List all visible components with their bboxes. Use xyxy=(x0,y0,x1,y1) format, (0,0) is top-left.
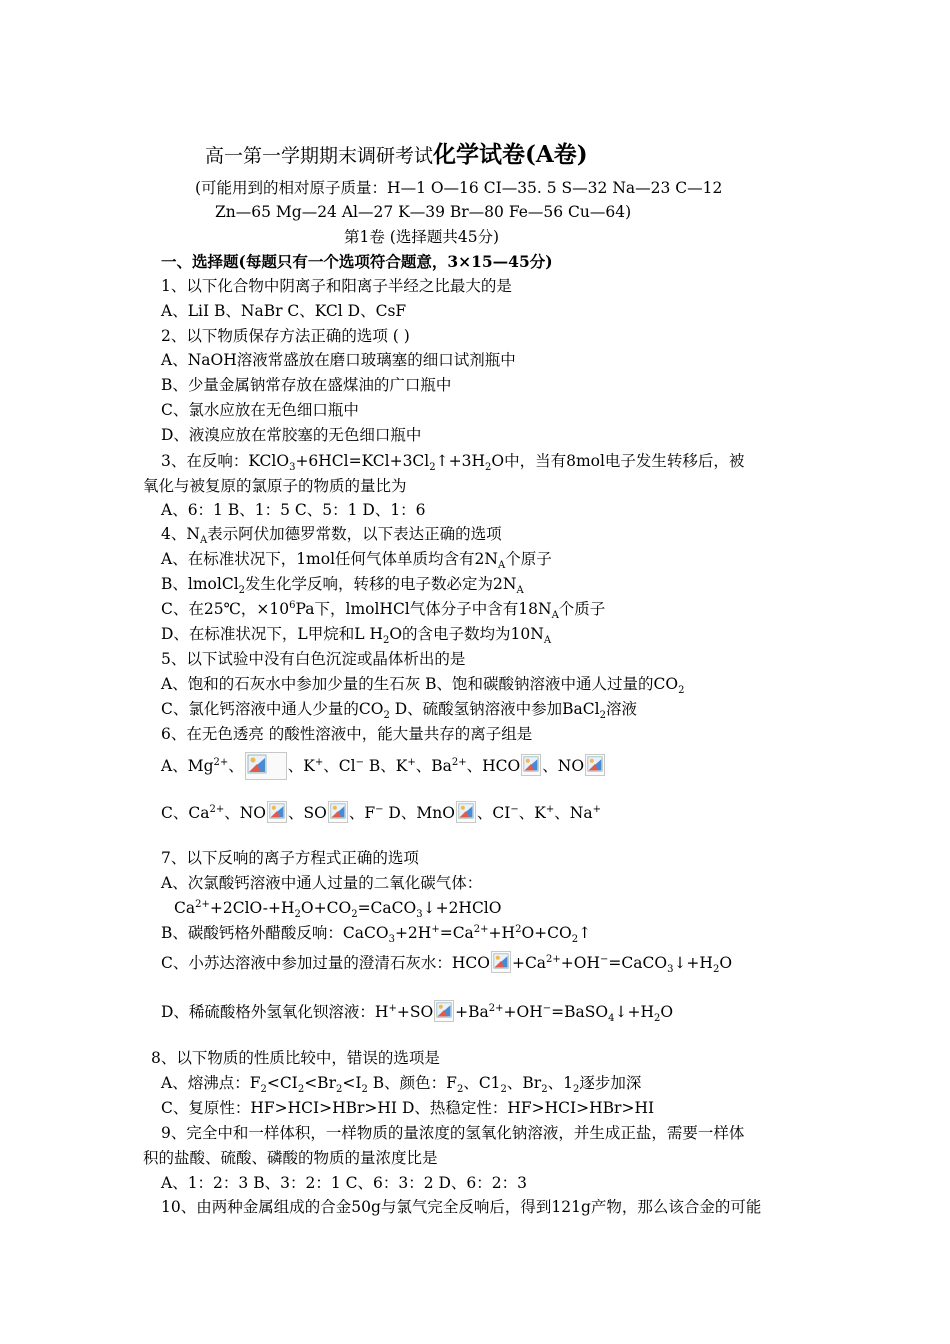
section-heading: 一、选择题(每题只有一个选项符合题意，3×15—45分) xyxy=(161,252,553,271)
q9-options: A、1：2：3 B、3：2：1 C、6：3：2 D、6：2：3 xyxy=(161,1174,527,1192)
q6-options-cd: C、$Ca^{2+}$、NO 、SO 、F− D、MnO 、CI−、K+、Na+ xyxy=(161,801,601,823)
q5-options-ab: A、饱和的石灰水中参加少量的生石灰 B、饱和碳酸钠溶液中通人过量的$CO_2$ xyxy=(161,675,685,697)
q5-options-cd: C、氯化钙溶液中通人少量的$CO_2$ D、硫酸氢钠溶液中参加BaCl$_2$溶液 xyxy=(161,700,638,722)
q4-option-b: B、lmolCl$_2$发生化学反响，转移的电子数必定为$2N_A$ xyxy=(161,575,524,597)
q4-stem: 4、$N_A$表示阿伏加德罗常数，以下表达正确的选项 xyxy=(161,525,502,547)
q4-option-a: A、在标准状况下，1mol任何气体单质均含有$2N_A$个原子 xyxy=(161,550,552,572)
q9-stem-cont: 积的盐酸、硫酸、磷酸的物质的量浓度比是 xyxy=(143,1149,438,1167)
q6-options-ab: A、$Mg^{2+}$、 、K+、Cl− B、K+、$Ba^{2+}$、HCO 、NO xyxy=(161,752,606,780)
q9-stem: 9、完全中和一样体积，一样物质的量浓度的氢氧化钠溶液，并生成正盐，需要一样体 xyxy=(161,1124,745,1142)
broken-image-icon xyxy=(491,951,511,973)
q7-option-c: C、小苏达溶液中参加过量的澄清石灰水：HCO $+Ca^{2+}+OH^-=CaCO_3↓+H_2O$ xyxy=(161,951,732,973)
q4-option-c: C、在25℃，$\times 10^6Pa$下，lmolHCl气体分子中含有$18N_A$个质子 xyxy=(161,599,606,622)
q2-option-a: A、NaOH溶液常盛放在磨口玻璃塞的细口试剂瓶中 xyxy=(161,351,516,369)
q1-options: A、LiI B、NaBr C、KCl D、CsF xyxy=(161,302,407,320)
q8-options-cd: C、复原性：HF>HCI>HBr>HI D、热稳定性：HF>HCI>HBr>HI xyxy=(161,1099,655,1117)
q7-option-a-equation: $Ca^{2+}+2ClO-+H_2O+CO_2=CaCO_3↓+2HClO$ xyxy=(174,898,502,921)
broken-image-icon xyxy=(521,754,541,776)
broken-image-icon xyxy=(267,801,287,823)
q3-stem: 3、在反响：$KClO_3+6HCl=KCl+3Cl_2↑+3H_2O$中，当有8mol电子发生转移后，被 xyxy=(161,452,745,474)
broken-image-icon xyxy=(245,752,287,780)
q2-option-b: B、少量金属钠常存放在盛煤油的广口瓶中 xyxy=(161,376,452,394)
broken-image-icon xyxy=(434,1000,454,1022)
q7-option-a: A、次氯酸钙溶液中通人过量的二氧化碳气体： xyxy=(161,874,483,892)
atomic-mass-line2: Zn—65 Mg—24 Al—27 K—39 Br—80 Fe—56 Cu—64) xyxy=(215,203,632,221)
broken-image-icon xyxy=(585,754,605,776)
volume-header: 第1卷 (选择题共45分) xyxy=(344,228,500,246)
q2-option-d: D、液溴应放在常胶塞的无色细口瓶中 xyxy=(161,426,422,444)
q2-option-c: C、氯水应放在无色细口瓶中 xyxy=(161,401,359,419)
q7-option-d: D、稀硫酸格外氢氧化钡溶液：H++SO $+Ba^{2+}+OH^-=BaSO_4↓+H_2O$ xyxy=(161,1000,673,1022)
q7-option-b: B、碳酸钙格外醋酸反响：$CaCO_3+2H^+=Ca^{2+}+H^2O+CO_2↑$ xyxy=(161,923,592,946)
broken-image-icon xyxy=(456,801,476,823)
title-part1: 高一第一学期期末调研考试 xyxy=(205,145,434,167)
atomic-mass-line1: (可能用到的相对原子质量：H—1 O—16 CI—35. 5 S—32 Na—23 C—12 xyxy=(195,179,723,197)
q8-options-ab: A、熔沸点：$F_2<CI_2<Br_2<I_2$ B、颜色：$F_2$、$C1_2$、$Br_2$、$1_2$逐步加深 xyxy=(161,1074,642,1096)
page-title xyxy=(205,136,588,169)
title-part2: 化学试卷(A卷) xyxy=(433,141,588,168)
q6-stem: 6、在无色透亮 的酸性溶液中，能大量共存的离子组是 xyxy=(161,725,533,743)
q10-stem: 10、由两种金属组成的合金50g与氯气完全反响后，得到121g产物，那么该合金的可能 xyxy=(161,1198,762,1216)
q1-stem: 1、以下化合物中阴离子和阳离子半经之比最大的是 xyxy=(161,277,512,295)
q8-stem: 8、以下物质的性质比较中，错误的选项是 xyxy=(151,1049,440,1067)
q5-stem: 5、以下试验中没有白色沉淀或晶体析出的是 xyxy=(161,650,466,668)
q3-stem-cont: 氧化与被复原的氯原子的物质的量比为 xyxy=(143,477,407,495)
q2-stem: 2、以下物质保存方法正确的选项 ( ) xyxy=(161,327,410,345)
q3-options: A、6：1 B、1：5 C、5：1 D、1：6 xyxy=(161,501,426,519)
q7-stem: 7、以下反响的离子方程式正确的选项 xyxy=(161,849,419,867)
broken-image-icon xyxy=(328,801,348,823)
q4-option-d: D、在标准状况下，L甲烷和L $H_2O$的含电子数均为$10N_A$ xyxy=(161,625,552,647)
